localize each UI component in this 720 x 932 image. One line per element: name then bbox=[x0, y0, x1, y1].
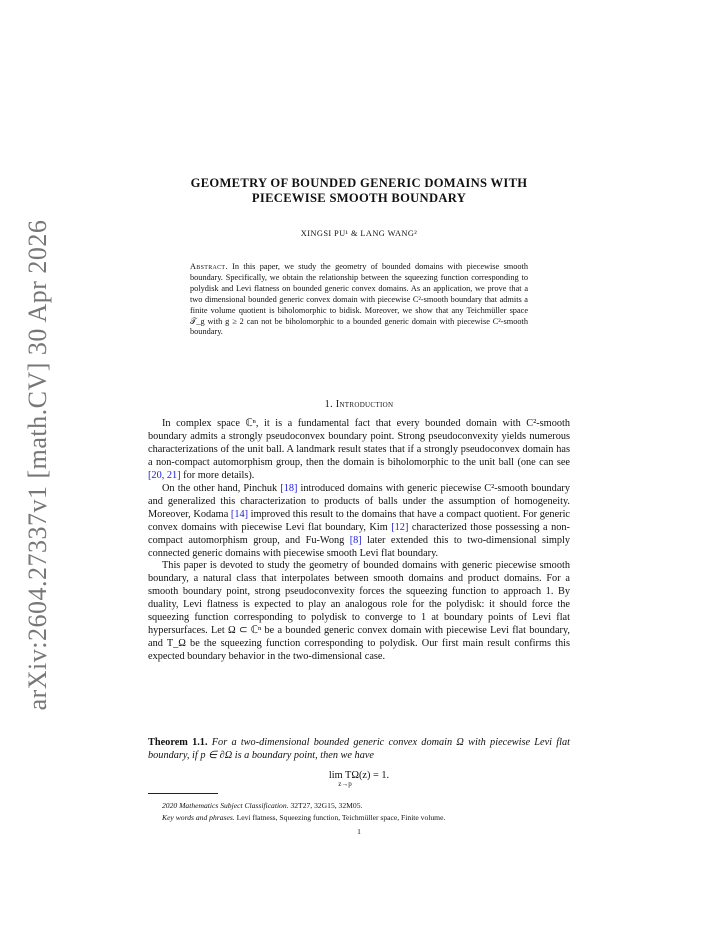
citation-link[interactable]: [20, 21] bbox=[148, 469, 181, 481]
msc-label: 2020 Mathematics Subject Classification. bbox=[162, 801, 289, 810]
citation-link[interactable]: [14] bbox=[230, 508, 249, 520]
page-number: 1 bbox=[357, 827, 361, 836]
arxiv-identifier: arXiv:2604.27337v1 [math.CV] 30 Apr 2026 bbox=[23, 219, 52, 711]
paragraph-text: introduced domains with generic piecewise C²-smooth boundary and generalized this characterization to products of balls under the assumption of homogeneity. Moreover, Kodama bbox=[148, 482, 570, 520]
paragraph-1 bbox=[148, 418, 570, 483]
author-list: XINGSI PU¹ & LANG WANG² bbox=[300, 229, 418, 238]
limit-equation bbox=[148, 770, 570, 788]
msc-footnote bbox=[162, 800, 572, 812]
keywords-footnote bbox=[162, 812, 572, 824]
paragraph-text: later extended this to two-dimensional simply connected generic domains with piecewise smooth Levi flat boundary. bbox=[148, 534, 570, 559]
equation-subscript: z→p bbox=[338, 780, 352, 788]
abstract-text: In this paper, we study the geometry of bounded domains with piecewise smooth boundary. Specifically, we obtain the relationship between the squeezing function corresponding to polydisk and Levi flatness on bounded generic convex domains. As an application, we prove that a two dimensional bounded generic convex domain with piecewise C²-smooth boundary that admits a finite volume quotient is biholomorphic to bidisk. Moreover, we show that any Teichmüller space 𝒯_g with g ≥ 2 can not be biholomorphic to a bounded generic domain with piecewise C²-smooth boundary. bbox=[190, 262, 529, 337]
paragraph-text: for more details). bbox=[180, 469, 255, 481]
paragraph-2 bbox=[148, 483, 570, 561]
paragraph-text: On the other hand, Pinchuk bbox=[162, 482, 281, 494]
abstract-label: Abstract. bbox=[190, 262, 228, 271]
paragraph-text: In complex space ℂⁿ, it is a fundamental fact that every bounded domain with C²-smooth boundary admits a strongly pseudoconvex boundary point. Strong pseudoconvexity yields numerous characterizations of the unit ball. A landmark result states that if a strongly pseudoconvex domain has a non-compact automorphism group, then the domain is biholomorphic to the unit ball (one can see bbox=[148, 418, 570, 468]
msc-value: 32T27, 32G15, 32M05. bbox=[288, 801, 363, 810]
section-heading: 1. Introduction bbox=[324, 399, 394, 410]
title-line-1: GEOMETRY OF BOUNDED GENERIC DOMAINS WITH bbox=[190, 176, 528, 190]
abstract bbox=[190, 262, 528, 338]
paragraph-3: This paper is devoted to study the geometry of bounded domains with generic piecewise smooth boundary, a natural class that interpolates between smooth domains and product domains. For a smooth boundary point, strong pseudoconvexity forces the squeezing function to approach 1. By duality, Levi flatness is expected to play an analogous role for the polydisk: it should force the squeezing function corresponding to polydisk to converge to 1 at boundary points of Levi flat hypersurfaces. Let Ω ⊂ ℂⁿ be a bounded generic convex domain with piecewise Levi flat boundary, and T_Ω be the squeezing function corresponding to polydisk. Our first main result confirms this expected boundary behavior in the two-dimensional case. bbox=[148, 560, 570, 663]
citation-link[interactable]: [8] bbox=[349, 534, 362, 546]
paper-title bbox=[148, 176, 570, 206]
citation-link[interactable]: [12] bbox=[391, 521, 409, 533]
keywords-value: Levi flatness, Squeezing function, Teichmüller space, Finite volume. bbox=[234, 812, 446, 822]
introduction-body bbox=[148, 418, 570, 664]
citation-link[interactable]: [18] bbox=[280, 482, 298, 494]
keywords-label: Key words and phrases. bbox=[162, 812, 235, 822]
equation-main: lim TΩ(z) = 1. bbox=[328, 770, 390, 781]
footnote-divider bbox=[148, 793, 218, 794]
theorem-statement: For a two-dimensional bounded generic convex domain Ω with piecewise Levi flat boundary, if p ∈ ∂Ω is a boundary point, then we have bbox=[148, 737, 570, 761]
title-line-2: PIECEWISE SMOOTH BOUNDARY bbox=[251, 191, 467, 205]
paragraph-text: characterized those possessing a non-compact automorphism group, and Fu-Wong bbox=[148, 521, 570, 546]
theorem-label: Theorem 1.1. bbox=[148, 737, 208, 748]
theorem-1-1 bbox=[148, 737, 570, 763]
footnotes bbox=[162, 800, 572, 823]
paragraph-text: improved this result to the domains that have a compact quotient. For generic convex domains with piecewise Levi flat boundary, Kim bbox=[148, 508, 570, 533]
